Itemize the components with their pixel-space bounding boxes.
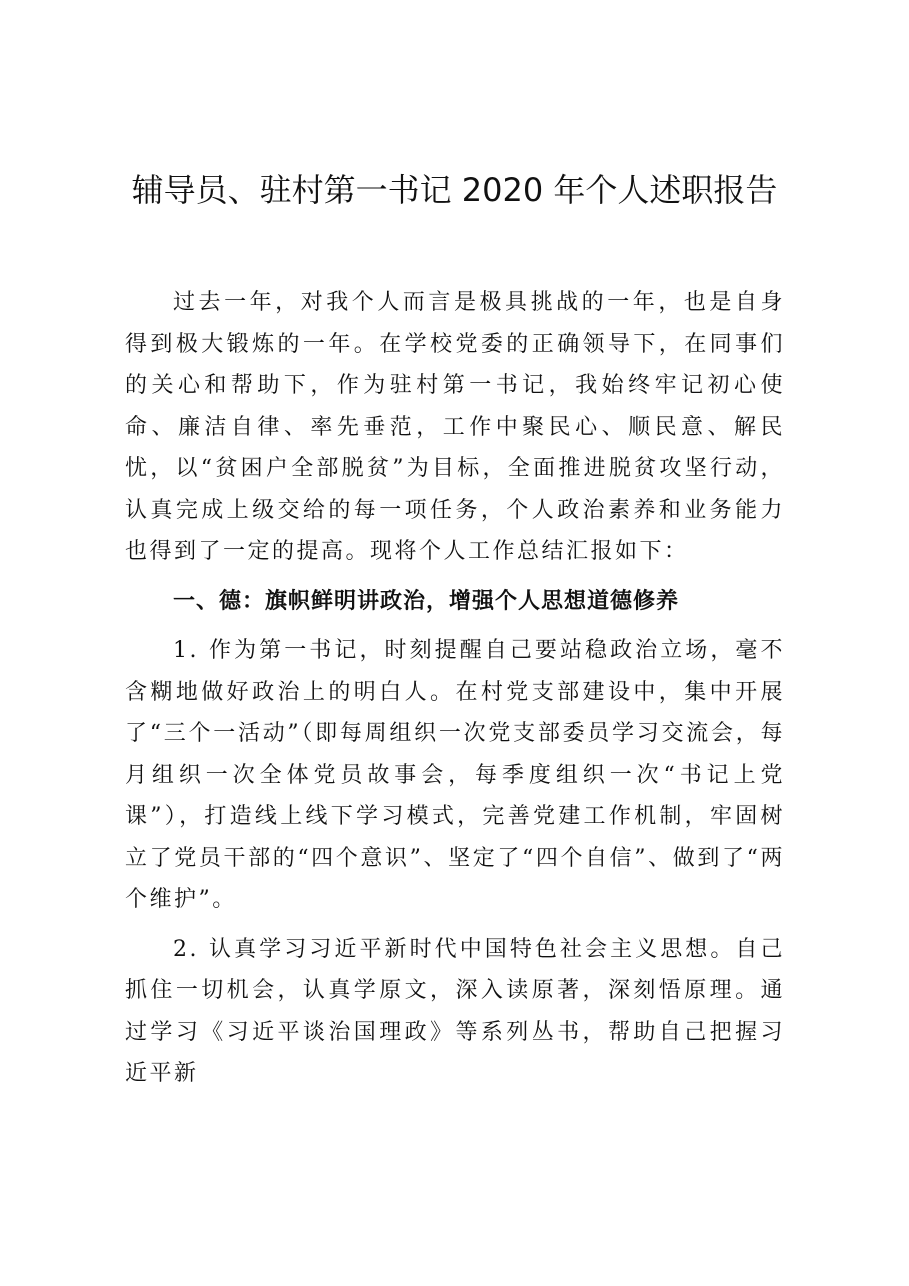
list-item: 2. 认真学习习近平新时代中国特色社会主义思想。自己抓住一切机会，认真学原文，深入读原著，深刻悟原理。通过学习《习近平谈治国理政》等系列丛书，帮助自己把握习近平新 xyxy=(125,936,785,1086)
list-item: 1. 作为第一书记，时刻提醒自己要站稳政治立场，毫不含糊地做好政治上的明白人。在村党支部建设中，集中开展了“三个一活动”（即每周组织一次党支部委员学习交流会，每月组织一次全体党员故事会，每季度组织一次“书记上党课”），打造线上线下学习模式，完善党建工作机制，牢固树立了党员干部的“四个意识”、坚定了“四个自信”、做到了“两个维护”。 xyxy=(125,638,785,912)
intro-paragraph: 过去一年，对我个人而言是极具挑战的一年，也是自身得到极大锻炼的一年。在学校党委的正确领导下，在同事们的关心和帮助下，作为驻村第一书记，我始终牢记初心使命、廉洁自律、率先垂范，工作中聚民心、顺民意、解民忧，以“贫困户全部脱贫”为目标，全面推进脱贫攻坚行动，认真完成上级交给的每一项任务，个人政治素养和业务能力也得到了一定的提高。现将个人工作总结汇报如下： xyxy=(125,290,785,564)
document-title: 辅导员、驻村第一书记 2020 年个人述职报告 xyxy=(131,171,778,209)
section-heading: 一、德：旗帜鲜明讲政治，增强个人思想道德修养 xyxy=(173,588,680,614)
document-body xyxy=(125,282,785,1095)
